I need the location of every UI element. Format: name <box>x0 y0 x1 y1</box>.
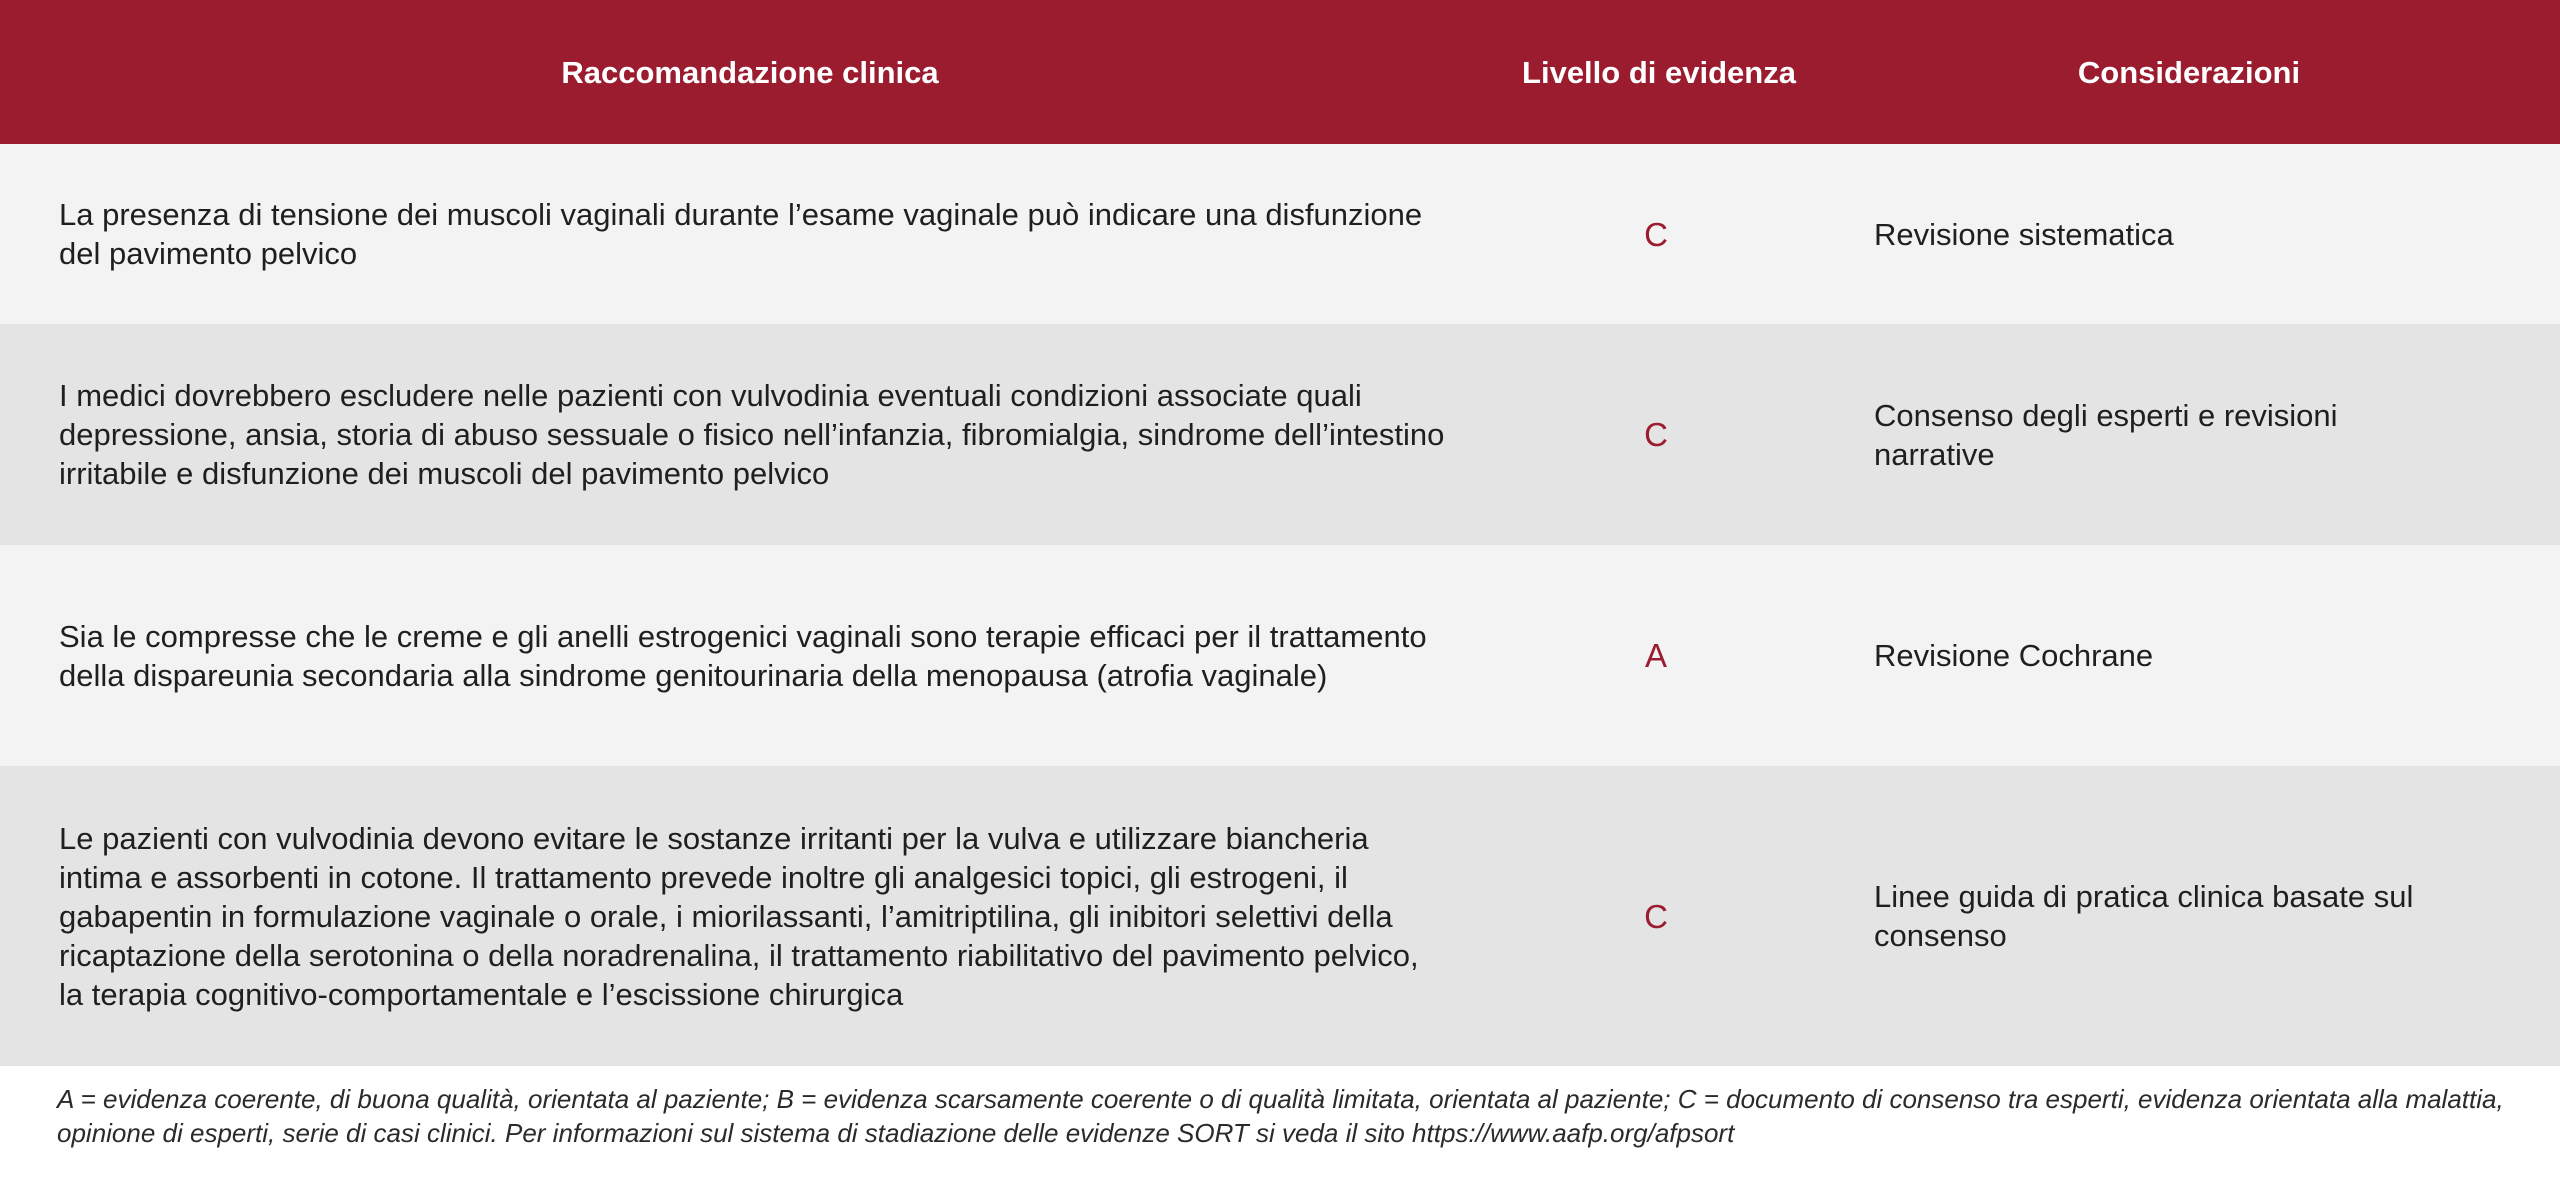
table-row <box>0 144 2560 324</box>
header-recommendation: Raccomandazione clinica <box>561 54 939 90</box>
considerations-cell: Revisione sistematica <box>1874 216 2174 252</box>
evidence-level-cell: C <box>1644 897 1668 935</box>
table-row <box>0 766 2560 1066</box>
considerations-cell: Consenso degli esperti e revisioni narrative <box>1874 397 2338 472</box>
recommendation-cell: La presenza di tensione dei muscoli vaginali durante l’esame vaginale può indicare una disfunzione del pavimento pelvico <box>59 197 1423 271</box>
evidence-level-cell: C <box>1644 416 1668 453</box>
header-level: Livello di evidenza <box>1522 54 1796 90</box>
evidence-level-cell: A <box>1644 637 1667 674</box>
footnote: A = evidenza coerente, di buona qualità, orientata al paziente; B = evidenza scarsamente coerente o di qualità limitata, orientata al paziente; C = documento di consenso tra esperti, evidenza orientata alla malattia, opinione di esperti, serie di casi clinici. Per informazioni sul sistema di stadiazione delle evidenze SORT si veda il sito https://www.aafp.org/afpsort <box>57 1084 2504 1148</box>
table-header <box>0 0 2560 144</box>
evidence-level-cell: C <box>1644 215 1668 253</box>
table-row <box>0 545 2560 766</box>
considerations-cell: Revisione Cochrane <box>1874 638 2154 673</box>
recommendation-cell: Le pazienti con vulvodinia devono evitare le sostanze irritanti per la vulva e utilizzare biancheria intima e assorbenti in cotone. Il trattamento prevede inoltre gli analgesici topici, gli estrogeni, il gabapentin in formulazione vaginale o orale, i miorilassanti, l’amitriptilina, gli inibitori selettivi della ricaptazione della serotonina o della noradrenalina, il trattamento riabilitativo del pavimento pelvico, la terapia cognitivo-comportamentale e l’escissione chirurgica <box>59 820 1419 1012</box>
table-row <box>0 324 2560 545</box>
considerations-cell: Linee guida di pratica clinica basate sul consenso <box>1874 879 2414 953</box>
recommendation-cell: Sia le compresse che le creme e gli anelli estrogenici vaginali sono terapie efficaci per il trattamento della dispareunia secondaria alla sindrome genitourinaria della menopausa (atrofia vaginale) <box>59 618 1427 693</box>
recommendation-cell: I medici dovrebbero escludere nelle pazienti con vulvodinia eventuali condizioni associate quali depressione, ansia, storia di abuso sessuale o fisico nell’infanzia, fibromialgia, sindrome dell’intestino irritabile e disfunzione dei muscoli del pavimento pelvico <box>59 378 1445 491</box>
header-considerations: Considerazioni <box>2077 54 2301 90</box>
